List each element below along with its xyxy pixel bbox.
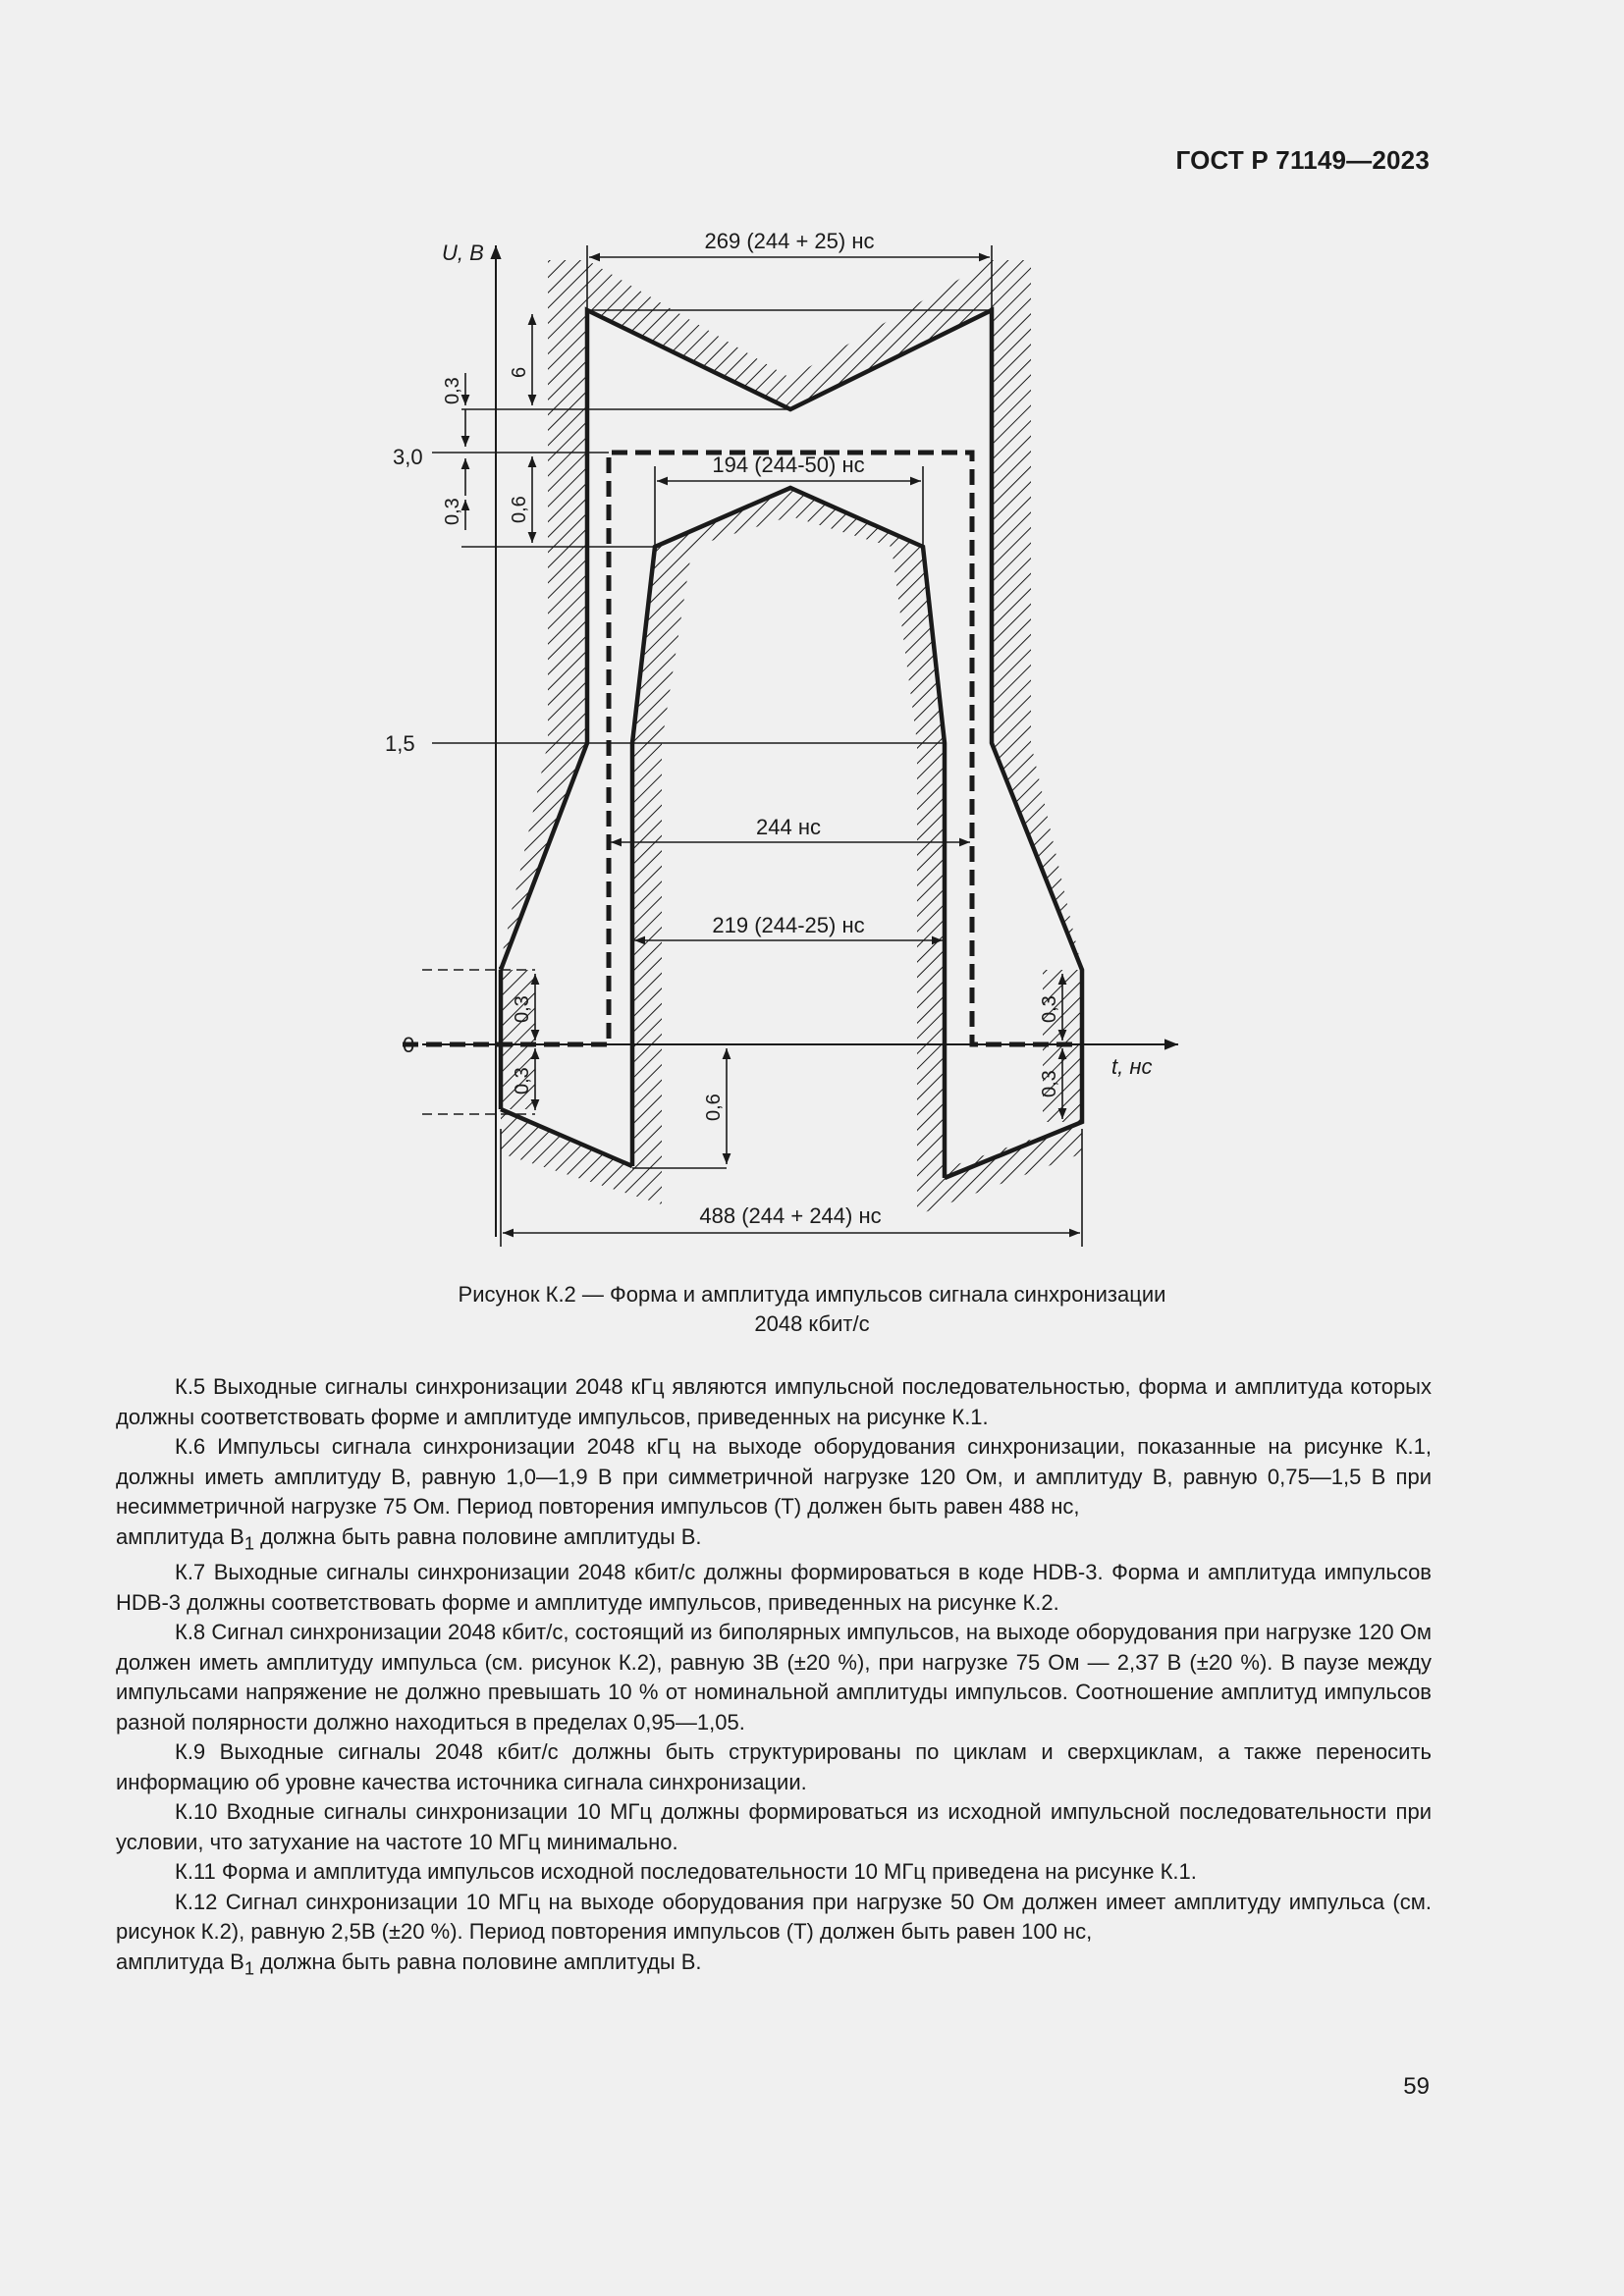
document-header: ГОСТ Р 71149—2023: [1175, 145, 1430, 175]
y-axis-label: U, В: [442, 240, 484, 265]
pulse-mask-figure: [363, 228, 1198, 1258]
body-text: [116, 1372, 1432, 1984]
paragraph-k6-sub: 1: [244, 1531, 255, 1553]
paragraph-k5: К.5 Выходные сигналы синхронизации 2048 кГц являются импульсной последовательностью, форма и амплитуда которых должны соответствовать форме и амплитуде импульсов, приведенных на рисунке К.1.: [116, 1374, 1432, 1429]
tol-label-6: 6: [509, 366, 530, 378]
caption-line-2: 2048 кбит/с: [754, 1311, 870, 1336]
paragraph-k12-end: должна быть равна половине амплитуды В.: [254, 1949, 702, 1974]
page-number: 59: [1403, 2073, 1430, 2100]
paragraph-k6-text: К.6 Импульсы сигнала синхронизации 2048 кГц на выходе оборудования синхронизации, показанные на рисунке К.1, должны иметь амплитуду В, равную 1,0—1,9 В при симметричной нагрузке 120 Ом, и амплитуду В, равную 0,75—1,5 В при несимметричной нагрузке 75 Ом. Период повторения импульсов (Т) должен быть равен 488 нс,: [116, 1434, 1432, 1519]
y-tick-1-5: 1,5: [385, 731, 415, 756]
upper-mask-top-band: [587, 260, 992, 409]
dim-488-label: 488 (244 + 244) нс: [699, 1203, 882, 1228]
y-tick-0: 0: [403, 1033, 415, 1057]
tol-label-06-bottom: 0,6: [703, 1094, 725, 1121]
tol-label-left-lower: 0,3: [442, 498, 463, 525]
tol-label-left-upper: 0,3: [442, 377, 463, 404]
caption-line-1: Рисунок К.2 — Форма и амплитуда импульсов сигнала синхронизации: [458, 1282, 1166, 1307]
paragraph-k8: К.8 Сигнал синхронизации 2048 кбит/с, состоящий из биполярных импульсов, на выходе оборудования при нагрузке 120 Ом должен иметь амплитуду импульса (см. рисунок К.2), равную 3В (±20 %), при нагрузке 75 Ом — 2,37 В (±20 %). В паузе между импульсами напряжение не должно превышать 10 % от номинальной амплитуды импульсов. Соотношение амплитуд импульсов разной полярности должно находиться в пределах 0,95—1,05.: [116, 1620, 1432, 1735]
paragraph-k11: К.11 Форма и амплитуда импульсов исходной последовательности 10 МГц приведена на рисунке К.1.: [175, 1859, 1197, 1885]
paragraph-k6-end: должна быть равна половине амплитуды В.: [254, 1523, 702, 1549]
inner-mask-band: [632, 488, 945, 1215]
upper-mask-right-band: [992, 260, 1082, 970]
tol-label-zero-right-down: 0,3: [1039, 1070, 1060, 1097]
paragraph-k9: К.9 Выходные сигналы 2048 кбит/с должны быть структурированы по циклам и сверхциклам, а также переносить информацию об уровне качества источника сигнала синхронизации.: [116, 1739, 1432, 1794]
tol-label-zero-left-up: 0,3: [512, 995, 533, 1023]
tol-label-06-top: 0,6: [509, 496, 530, 523]
tol-label-zero-right-up: 0,3: [1039, 995, 1060, 1023]
dim-244-label: 244 нс: [756, 815, 821, 839]
dim-top-label: 269 (244 + 25) нс: [704, 229, 875, 253]
y-tick-3: 3,0: [393, 445, 423, 469]
paragraph-k6-amp: амплитуда В: [116, 1523, 244, 1549]
x-axis-label: t, нс: [1111, 1054, 1153, 1079]
figure-caption: [0, 1280, 1624, 1339]
dim-219-label: 219 (244-25) нс: [712, 913, 865, 937]
paragraph-k6: [116, 1432, 1432, 1558]
paragraph-k12-amp: амплитуда В: [116, 1949, 244, 1974]
paragraph-k7: К.7 Выходные сигналы синхронизации 2048 кбит/с должны формироваться в коде HDB-3. Форма и амплитуда импульсов HDB-3 должны соответствовать форме и амплитуде импульсов, приведенных на рисунке К.2.: [116, 1560, 1432, 1615]
paragraph-k12-sub: 1: [244, 1957, 255, 1979]
tol-label-zero-left-down: 0,3: [512, 1067, 533, 1095]
paragraph-k10: К.10 Входные сигналы синхронизации 10 МГц должны формироваться из исходной импульсной последовательности при условии, что затухание на частоте 10 МГц минимально.: [116, 1799, 1432, 1854]
paragraph-k12-text: К.12 Сигнал синхронизации 10 МГц на выходе оборудования при нагрузке 50 Ом должен имеет амплитуду импульса (см. рисунок К.2), равную 2,5В (±20 %). Период повторения импульсов (Т) должен быть равен 100 нс,: [116, 1889, 1432, 1945]
dim-194-label: 194 (244-50) нс: [712, 453, 865, 477]
paragraph-k12: [116, 1888, 1432, 1984]
